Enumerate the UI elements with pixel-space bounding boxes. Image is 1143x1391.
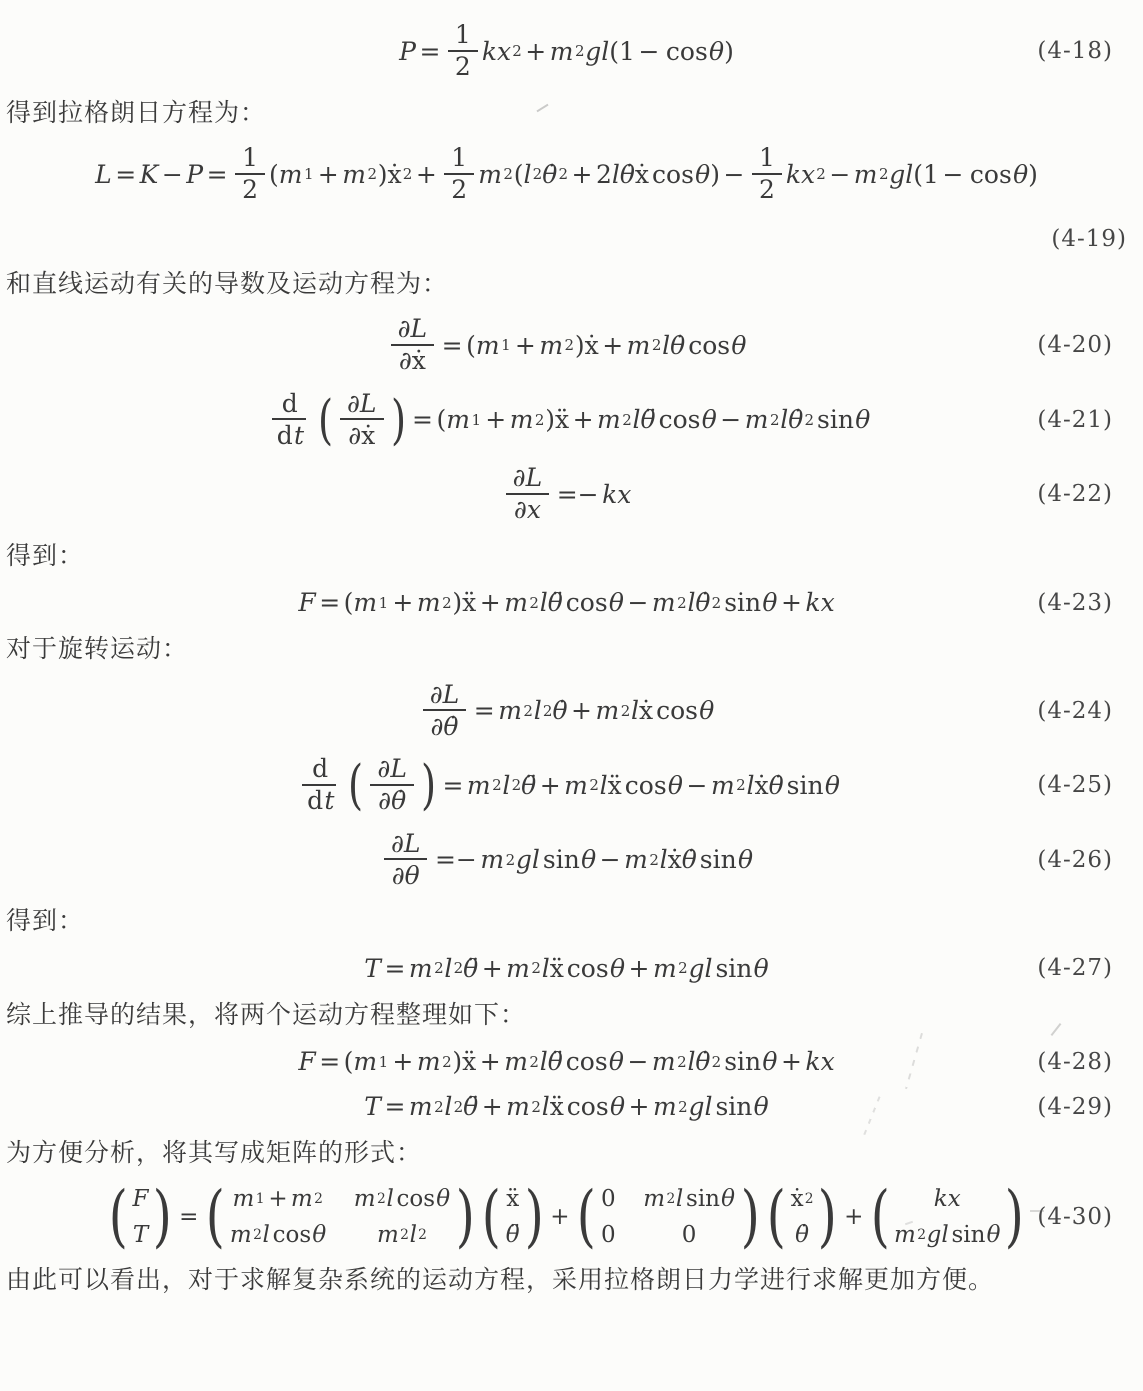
fraction: $\frac{1}{2}$ [235,145,265,204]
column-vector: F T [132,1185,149,1248]
matrix: m 1 + m 2 m 2 l cos θ m 2 l cos θ m 2 l 2 [229,1185,451,1248]
paragraph: 综上推导的结果，将两个运动方程整理如下： [6,999,527,1029]
paragraph: 为方便分析，将其写成矩阵的形式： [6,1138,423,1167]
equation-math: L = K − P = $\frac{1}{2}$ ( m 1 + m 2 )ẋ 2 + $\frac{1}{2}$ m 2 ( l 2 θ̇ 2 + 2 lθ̇ ẋ cos θ ) − $\frac{1}{2}$ kx 2 − m 2 gl (1 − cos θ ) [95,143,1038,205]
equation-4-28 [6,1047,1127,1076]
matrix: 0 m 2 l sin θ 0 0 [601,1185,735,1248]
equation-number: (4-25) [1037,772,1113,799]
paragraph: 由此可以看出，对于求解复杂系统的运动方程，采用拉格朗日力学进行求解更加方便。 [6,1264,995,1294]
equation-number: (4-23) [1037,589,1113,616]
equation-number: (4-29) [1037,1093,1113,1120]
equation-number: (4-18) [1037,38,1113,65]
fraction: ∂ L ∂ θ̇ [423,682,467,741]
fraction: $\frac{1}{2}$ [444,145,474,204]
equation-math: P = $\frac{1}{2}$ kx 2 + m 2 gl (1 − cos θ ) [399,20,734,82]
equation-4-23 [6,588,1127,617]
fraction: $\frac{1}{2}$ [752,145,782,204]
page-content [6,22,1127,1296]
equation-number: (4-19) [1051,225,1127,252]
equation-number: (4-20) [1037,332,1113,359]
equation-math: T = m 2 l 2 θ̈ + m 2 l ẍ cos θ + m 2 gl sin θ [364,953,769,983]
equation-4-21 [6,387,1127,451]
equation-4-27 [6,954,1127,983]
column-vector: ẍ θ̈ [505,1185,520,1248]
equation-number: (4-24) [1037,697,1113,724]
fraction: ∂ L ∂ θ [384,831,428,890]
equation-math: ( F T ) = ( m 1 + m 2 m 2 l cos θ m 2 l cos θ m 2 l 2 ) ( ẍ θ̈ ) + ( 0 m 2 l sin θ 0 0 ) ( ẋ 2 θ̇ ) + ( kx m 2 gl sin θ ) [108,1176,1025,1256]
column-vector: ẋ 2 θ̇ [790,1185,814,1248]
equation-math: T = m 2 l 2 θ̈ + m 2 l ẍ cos θ + m 2 gl sin θ [364,1092,769,1121]
equation-number: (4-30) [1037,1203,1113,1230]
equation-math: ∂ L ∂ θ =− m 2 gl sin θ − m 2 l ẋ θ̇ sin θ [380,831,753,890]
equation-4-19 [6,145,1127,252]
column-vector: kx m 2 gl sin θ [894,1185,1001,1248]
equation-4-26 [6,828,1127,890]
equation-math: d d t ( ∂ L ∂ẋ ) = ( m 1 + m 2 )ẍ + m 2 lθ̈ cos θ − m 2 lθ̇ 2 sin θ [263,391,871,450]
equation-math: ∂ L ∂ x =− kx [502,465,632,524]
equation-math: F = ( m 1 + m 2 )ẍ + m 2 lθ̈ cos θ − m 2 lθ̇ 2 sin θ + kx [298,1047,835,1076]
fraction: ∂ L ∂ θ̇ [370,756,414,815]
fraction: d d t [267,391,311,450]
equation-number: (4-27) [1037,955,1113,981]
paragraph: 得到： [6,540,85,570]
paragraph: 和直线运动有关的导数及运动方程为： [6,268,449,298]
equation-4-29 [6,1092,1127,1121]
equation-4-20 [6,316,1127,375]
equation-number: (4-28) [1037,1048,1113,1075]
fraction: $\frac{1}{2}$ [448,22,478,81]
fraction: d d t [297,756,341,815]
equation-4-18 [6,22,1127,81]
equation-4-25 [6,753,1127,817]
equation-4-24 [6,679,1127,741]
paragraph: 得到： [6,906,85,935]
equation-4-30 [6,1176,1127,1256]
equation-math: ∂ L ∂ẋ = ( m 1 + m 2 )ẋ + m 2 lθ̇ cos θ [387,316,747,375]
equation-4-22 [6,465,1127,524]
fraction: ∂ L ∂ x [506,465,550,524]
paragraph: 得到拉格朗日方程为： [6,97,267,127]
paragraph: 对于旋转运动： [6,634,189,663]
equation-number: (4-21) [1037,406,1113,433]
equation-number: (4-26) [1037,846,1113,873]
equation-number: (4-22) [1037,481,1113,508]
fraction: ∂ L ∂ẋ [391,316,435,375]
equation-math: d d t ( ∂ L ∂ θ̇ ) = m 2 l 2 θ̈ + m 2 l ẍ cos θ − m 2 l ẋ θ̇ sin θ [293,756,840,815]
fraction: ∂ L ∂ẋ [340,391,384,450]
equation-math: F = ( m 1 + m 2 )ẍ + m 2 lθ̈ cos θ − m 2 lθ̇ 2 sin θ + kx [298,588,835,617]
equation-math: ∂ L ∂ θ̇ = m 2 l 2 θ̇ + m 2 l ẋ cos θ [419,682,715,741]
